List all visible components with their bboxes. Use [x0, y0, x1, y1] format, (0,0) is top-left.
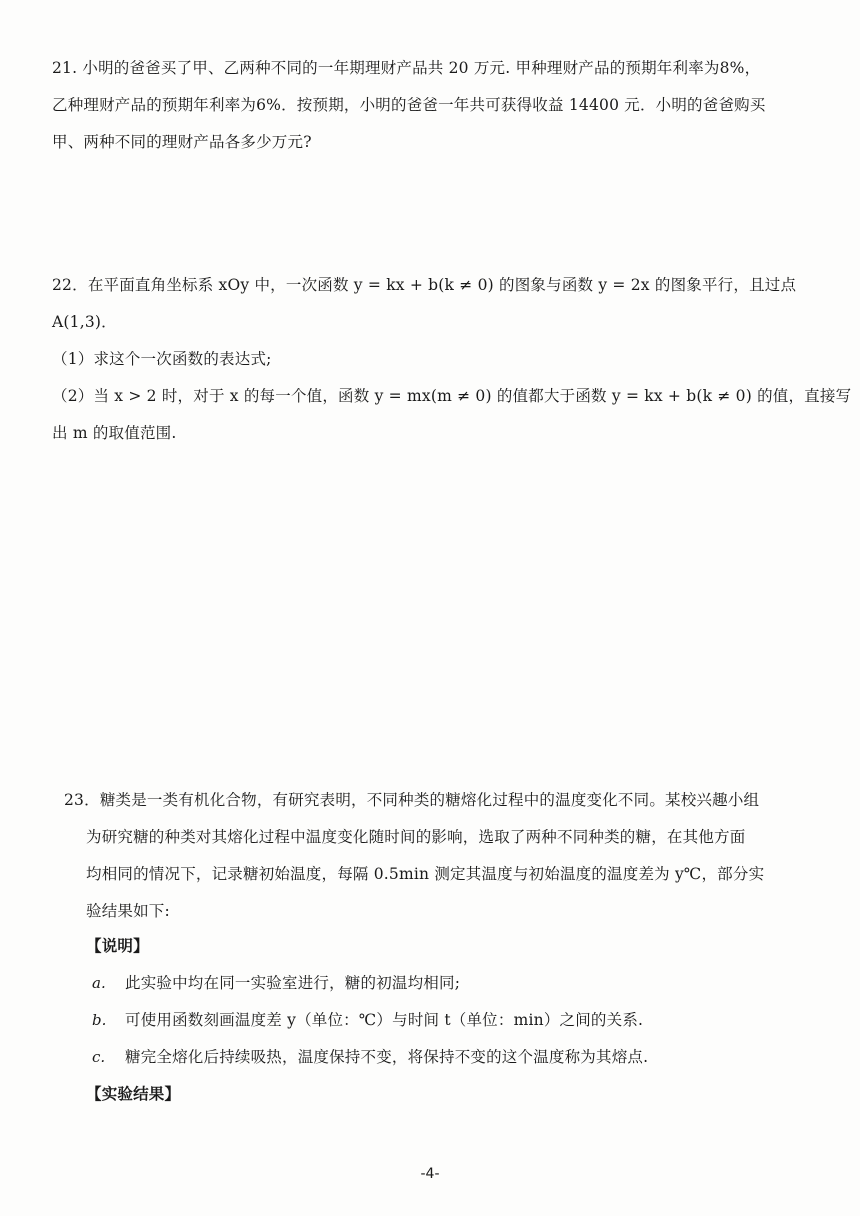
q21-line-3: 甲、两种不同的理财产品各多少万元? — [52, 133, 312, 151]
q22-line-1: 22．在平面直角坐标系 xOy 中，一次函数 y = kx + b(k ≠ 0) 的图象与函数 y = 2x 的图象平行，且过点 — [52, 276, 797, 294]
q22-part-2-line-2: 出 m 的取值范围. — [52, 424, 177, 442]
q22-line-2: A(1,3)． — [52, 313, 117, 331]
q23-line-4: 验结果如下: — [86, 902, 170, 920]
q23-line-2: 为研究糖的种类对其熔化过程中温度变化随时间的影响，选取了两种不同种类的糖，在其他方面 — [86, 828, 746, 846]
note-label-b: b. — [92, 1011, 107, 1029]
results-heading: 【实验结果】 — [86, 1084, 181, 1103]
note-text-c: 糖完全熔化后持续吸热，温度保持不变，将保持不变的这个温度称为其熔点. — [125, 1048, 649, 1066]
q21-line-1: 21. 小明的爸爸买了甲、乙两种不同的一年期理财产品共 20 万元. 甲种理财产品的预期年利率为8%， — [52, 59, 761, 77]
q23-line-3: 均相同的情况下，记录糖初始温度，每隔 0.5min 测定其温度与初始温度的温度差为 y℃，部分实 — [86, 865, 765, 883]
q22-part-2-line-1: （2）当 x > 2 时，对于 x 的每一个值，函数 y = mx(m ≠ 0) 的值都大于函数 y = kx + b(k ≠ 0) 的值，直接写 — [52, 387, 852, 405]
note-text-a: 此实验中均在同一实验室进行，糖的初温均相同; — [125, 974, 461, 992]
note-heading: 【说明】 — [86, 936, 149, 955]
q22-part-1: （1）求这个一次函数的表达式; — [52, 350, 272, 368]
note-label-a: a. — [92, 974, 106, 992]
note-label-c: c. — [92, 1048, 106, 1066]
q23-line-1: 23．糖类是一类有机化合物，有研究表明，不同种类的糖熔化过程中的温度变化不同。某校兴趣小组 — [64, 791, 760, 809]
q21-line-2: 乙种理财产品的预期年利率为6%．按预期，小明的爸爸一年共可获得收益 14400 元．小明的爸爸购买 — [52, 96, 766, 114]
note-text-b: 可使用函数刻画温度差 y（单位：℃）与时间 t（单位：min）之间的关系. — [125, 1011, 644, 1029]
page-number: -4- — [420, 1166, 440, 1182]
